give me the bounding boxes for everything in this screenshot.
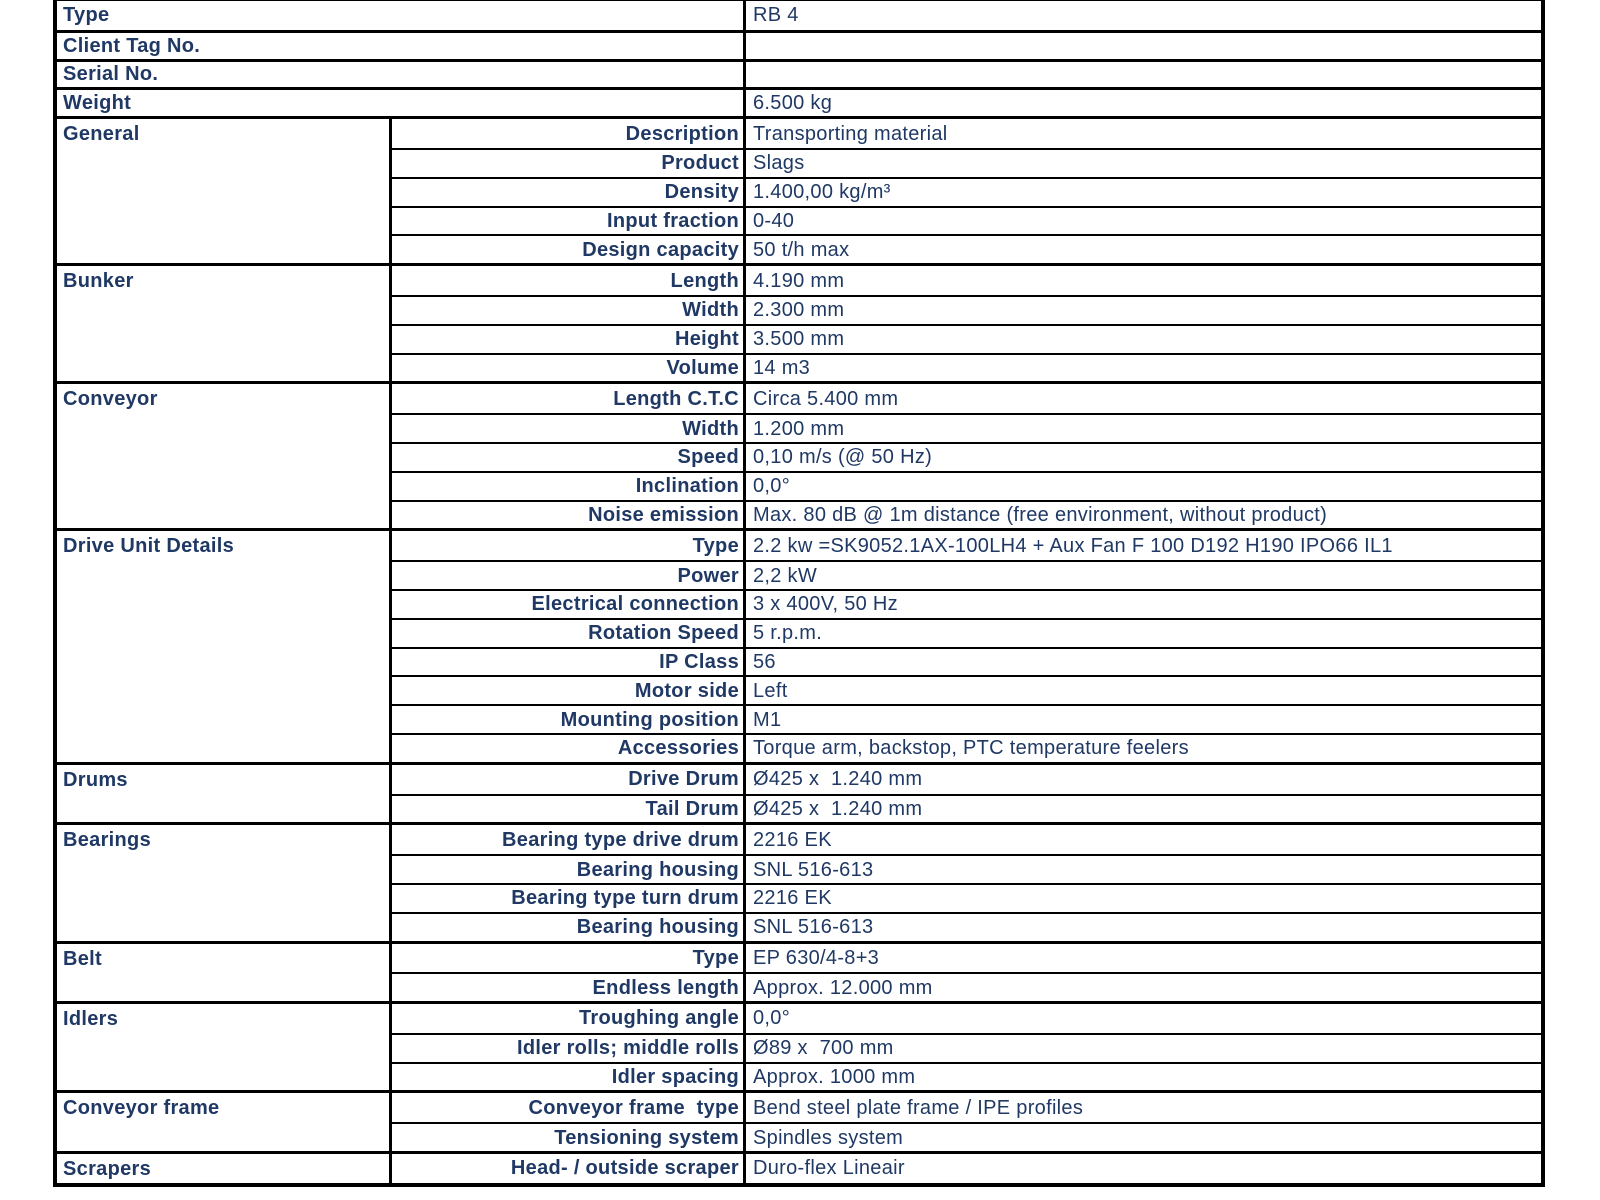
section-block: [57, 116, 1541, 263]
section-title: Conveyor: [63, 388, 158, 411]
field-value: Approx. 12.000 mm: [743, 972, 1541, 1001]
field-label: Mounting position: [389, 704, 743, 733]
field-value: Ø425 x 1.240 mm: [743, 765, 1541, 794]
field-value: 0,10 m/s (@ 50 Hz): [743, 442, 1541, 471]
field-value: Approx. 1000 mm: [743, 1062, 1541, 1091]
field-value: Ø89 x 700 mm: [743, 1033, 1541, 1062]
field-label: Noise emission: [389, 500, 743, 529]
field-label: Electrical connection: [389, 589, 743, 618]
field-label: Description: [389, 119, 743, 148]
section-title: Belt: [63, 947, 102, 970]
field-value: 2.300 mm: [743, 295, 1541, 324]
section-block: [57, 263, 1541, 381]
section-block: [57, 1151, 1541, 1183]
field-label: Serial No.: [57, 59, 743, 88]
field-label: Tail Drum: [389, 794, 743, 823]
field-label: Height: [389, 324, 743, 353]
field-label: Inclination: [389, 471, 743, 500]
section-title: Bunker: [63, 270, 134, 293]
field-label: Bearing type turn drum: [389, 883, 743, 912]
section-title: Bearings: [63, 829, 151, 852]
field-label: Type: [63, 4, 110, 27]
field-label: Bearing type drive drum: [389, 825, 743, 854]
field-label: Tensioning system: [389, 1122, 743, 1151]
field-value: 2216 EK: [743, 825, 1541, 854]
field-label: Client Tag No.: [57, 30, 743, 59]
field-value: 2216 EK: [743, 883, 1541, 912]
field-value: 1.200 mm: [743, 413, 1541, 442]
section-title: Scrapers: [63, 1158, 152, 1181]
field-label: Width: [389, 413, 743, 442]
field-label: Drive Drum: [389, 765, 743, 794]
section-block: [57, 1090, 1541, 1151]
field-value: 50 t/h max: [743, 234, 1541, 263]
field-label: Input fraction: [389, 206, 743, 235]
field-value: 6.500 kg: [743, 87, 1541, 116]
field-label: Motor side: [389, 675, 743, 704]
field-label: Idler spacing: [389, 1062, 743, 1091]
field-label: Weight: [57, 87, 743, 116]
section-title: Drums: [63, 768, 128, 791]
section-block: [57, 762, 1541, 823]
field-label: Type: [389, 944, 743, 973]
section-title: Drive Unit Details: [63, 535, 235, 558]
field-value: 3 x 400V, 50 Hz: [743, 589, 1541, 618]
field-label: Length C.T.C: [389, 384, 743, 413]
header-block: [57, 1, 1541, 116]
field-label: Rotation Speed: [389, 618, 743, 647]
field-label: Bearing housing: [389, 912, 743, 941]
field-value: 56: [743, 647, 1541, 676]
section-title: Idlers: [63, 1008, 119, 1031]
field-label: Volume: [389, 353, 743, 382]
field-value: Slags: [743, 148, 1541, 177]
field-label: Bearing housing: [389, 854, 743, 883]
section-block: [57, 941, 1541, 1002]
field-label: Width: [389, 295, 743, 324]
field-value: 1.400,00 kg/m³: [743, 177, 1541, 206]
field-value: 4.190 mm: [743, 266, 1541, 295]
field-label: Endless length: [389, 972, 743, 1001]
field-value: Ø425 x 1.240 mm: [743, 794, 1541, 823]
field-value: EP 630/4-8+3: [743, 944, 1541, 973]
field-value: [743, 59, 1541, 88]
section-title: General: [63, 123, 140, 146]
field-value: Transporting material: [743, 119, 1541, 148]
field-value: SNL 516-613: [743, 912, 1541, 941]
section-block: [57, 1001, 1541, 1090]
field-value: Left: [743, 675, 1541, 704]
field-label: Conveyor frame type: [389, 1093, 743, 1122]
field-value: 0-40: [743, 206, 1541, 235]
field-value: 14 m3: [743, 353, 1541, 382]
section-block: [57, 381, 1541, 528]
field-label: Design capacity: [389, 234, 743, 263]
field-value: RB 4: [743, 1, 1541, 30]
field-value: 0,0°: [743, 1004, 1541, 1033]
field-label: Density: [389, 177, 743, 206]
spec-table: [53, 0, 1545, 1187]
field-label: Troughing angle: [389, 1004, 743, 1033]
field-value: 2,2 kW: [743, 560, 1541, 589]
field-value: 2.2 kw =SK9052.1AX-100LH4 + Aux Fan F 100 D192 H190 IPO66 IL1: [743, 531, 1541, 560]
field-value: Duro-flex Lineair: [743, 1154, 1541, 1183]
field-value: Torque arm, backstop, PTC temperature feelers: [743, 733, 1541, 762]
field-label: Product: [389, 148, 743, 177]
field-label: Power: [389, 560, 743, 589]
section-title: Conveyor frame: [63, 1097, 220, 1120]
field-value: SNL 516-613: [743, 854, 1541, 883]
field-value: [743, 30, 1541, 59]
section-block: [57, 528, 1541, 761]
field-label: Head- / outside scraper: [389, 1154, 743, 1183]
field-value: 3.500 mm: [743, 324, 1541, 353]
field-label: IP Class: [389, 647, 743, 676]
field-value: Spindles system: [743, 1122, 1541, 1151]
field-label: Idler rolls; middle rolls: [389, 1033, 743, 1062]
field-value: 5 r.p.m.: [743, 618, 1541, 647]
section-block: [57, 822, 1541, 940]
field-value: M1: [743, 704, 1541, 733]
field-value: 0,0°: [743, 471, 1541, 500]
field-label: Accessories: [389, 733, 743, 762]
field-value: Bend steel plate frame / IPE profiles: [743, 1093, 1541, 1122]
field-label: Type: [389, 531, 743, 560]
field-label: Length: [389, 266, 743, 295]
field-value: Max. 80 dB @ 1m distance (free environment, without product): [743, 500, 1541, 529]
field-value: Circa 5.400 mm: [743, 384, 1541, 413]
field-label: Speed: [389, 442, 743, 471]
